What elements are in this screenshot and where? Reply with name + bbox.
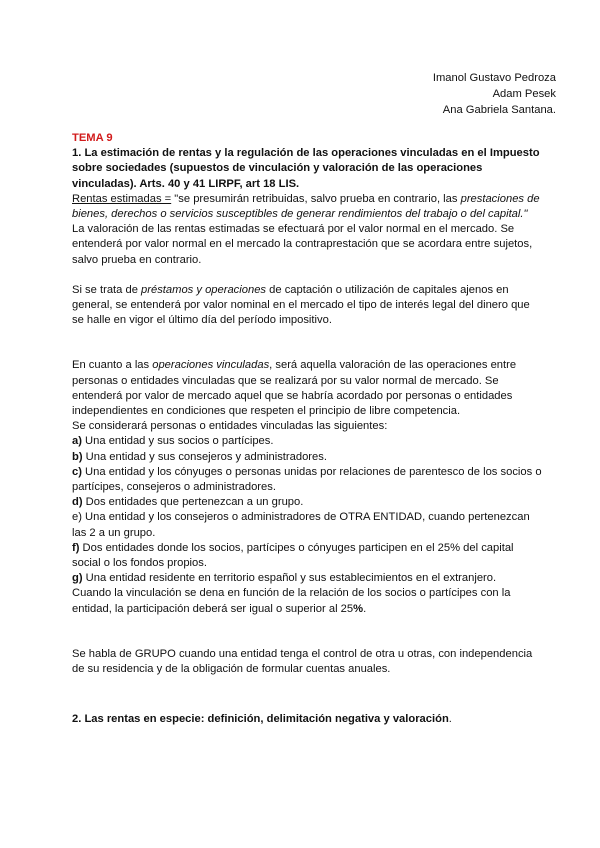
prestamos-text: Si se trata de [72,283,142,296]
list-item: g) Una entidad residente en territorio español y sus establecimientos en el extranjero. [72,572,497,585]
operaciones-vinculadas-paragraph [72,358,542,419]
grupo-paragraph: Se habla de GRUPO cuando una entidad tenga el control de otra u otras, con independencia de su residencia y de la obligación de formular cuentas anuales. [72,647,533,676]
rentas-estimadas-label: Rentas estimadas = [72,192,172,205]
list-item: c) Una entidad y los cónyuges o personas unidas por relaciones de parentesco de los socios o partícipes, consejeros o administradores. [72,465,542,494]
vinculadas-emphasis: operaciones vinculadas [152,359,270,372]
list-item: b) Una entidad y sus consejeros y administradores. [72,450,327,463]
author-name: Adam Pesek [492,88,556,100]
rentas-quote-italic: prestaciones de bienes, derechos o servicios susceptibles de generar rendimientos del trabajo o del capital." [72,192,540,221]
document-page [72,70,556,728]
vinculacion-text: Cuando la vinculación se dena en función de la relación de los socios o partícipes con la entidad, la participación deberá ser igual o superior al 25 [72,587,511,615]
prestamos-text-rest: de captación o utilización de capitales ajenos en general, se entenderá por valor nominal en el mercado el tipo de interés legal del dinero que se halle en vigor el último día del período impositivo. [72,283,530,327]
section-2-heading: 2. Las rentas en especie: definición, delimitación negativa y valoración. [72,713,452,726]
rentas-quote: "se presumirán retribuidas, salvo prueba en contrario, las [171,192,461,205]
vinculacion-percent: % [353,602,364,615]
vinculacion-end: . [363,602,367,615]
authors-block [72,70,556,118]
section-1-heading: 1. La estimación de rentas y la regulación de las operaciones vinculadas en el Impuesto sobre sociedades (supuestos de vinculación y valoración de las operaciones vinculadas). Arts. 40 y 41 LIRPF, art 18 LIS. [72,147,540,190]
rentas-estimadas-paragraph [72,192,542,222]
vinculacion-paragraph [72,586,542,616]
list-item: e) Una entidad y los consejeros o administradores de OTRA ENTIDAD, cuando pertenezcan las 2 a un grupo. [72,511,530,539]
tema-title: TEMA 9 [72,132,113,144]
author-name: Imanol Gustavo Pedroza [432,72,556,84]
list-item: d) Dos entidades que pertenezcan a un grupo. [72,496,304,509]
list-intro: Se considerará personas o entidades vinculadas las siguientes: [72,420,388,433]
vinculadas-text: En cuanto a las [72,359,153,372]
prestamos-paragraph [72,283,542,329]
valoracion-paragraph: La valoración de las rentas estimadas se efectuará por el valor normal en el mercado. Se entenderá por valor normal en el mercado la contraprestación que se acordara entre sujetos, salvo prueba en contrario. [72,223,533,266]
list-item: a) Una entidad y sus socios o partícipes. [72,435,274,448]
vinculadas-text-rest: , será aquella valoración de las operaciones entre personas o entidades vinculadas que se realizará por su valor normal de mercado. Se entenderá por valor de mercado aquel que se habría acordado por personas o entidades independientes en condiciones que respeten el principio de libre competencia. [72,359,517,418]
author-name: Ana Gabriela Santana. [442,104,556,116]
prestamos-emphasis: préstamos y operaciones [141,283,267,296]
list-item: f) Dos entidades donde los socios, partícipes o cónyuges participen en el 25% del capital social o los fondos propios. [72,541,514,570]
vinculadas-list [72,434,542,586]
